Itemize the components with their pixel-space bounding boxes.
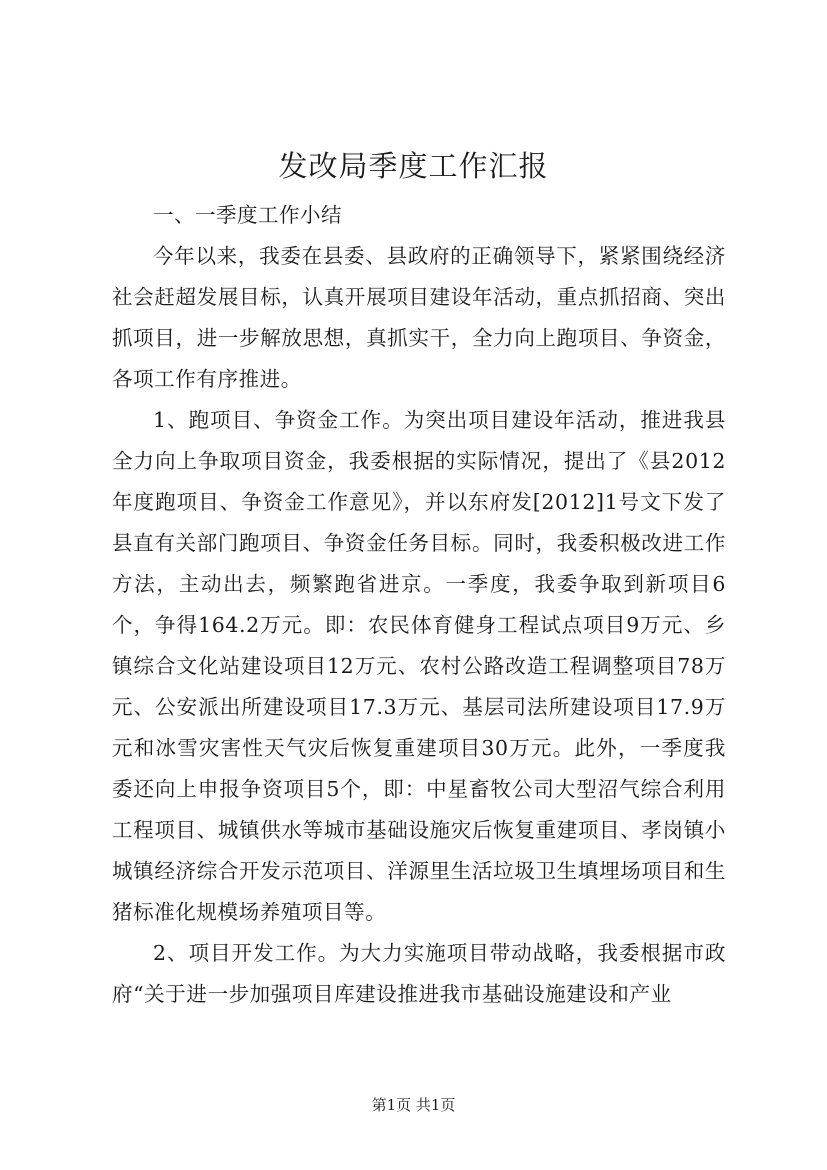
section-heading: 一、一季度工作小结 (153, 203, 342, 227)
page-footer: 第1页 共1页 (371, 1096, 456, 1114)
paragraph-intro: 今年以来，我委在县委、县政府的正确领导下，紧紧围绕经济社会赶超发展目标，认真开展项目建设年活动，重点抓招商、突出抓项目，进一步解放思想，真抓实干，全力向上跑项目、争资金，各项工作有序推进。 (112, 244, 726, 391)
document-body (112, 195, 726, 1015)
paragraph-funding-work: 1、跑项目、争资金工作。为突出项目建设年活动，推进我县全力向上争取项目资金，我委根据的实际情况，提出了《县2012年度跑项目、争资金工作意见》，并以东府发[2012]1号文下发了县直有关部门跑项目、争资金任务目标。同时，我委积极改进工作方法，主动出去，频繁跑省进京。一季度，我委争取到新项目6个，争得164.2万元。即：农民体育健身工程试点项目9万元、乡镇综合文化站建设项目12万元、农村公路改造工程调整项目78万元、公安派出所建设项目17.3万元、基层司法所建设项目17.9万元和冰雪灾害性天气灾后恢复重建项目30万元。此外，一季度我委还向上申报争资项目5个，即：中星畜牧公司大型沼气综合利用工程项目、城镇供水等城市基础设施灾后恢复重建项目、孝岗镇小城镇经济综合开发示范项目、洋源里生活垃圾卫生填埋场项目和生猪标准化规模场养殖项目等。 (112, 408, 726, 924)
paragraph-project-development: 2、项目开发工作。为大力实施项目带动战略，我委根据市政府“关于进一步加强项目库建设推进我市基础设施建设和产业 (112, 941, 726, 1006)
document-title: 发改局季度工作汇报 (278, 149, 549, 183)
